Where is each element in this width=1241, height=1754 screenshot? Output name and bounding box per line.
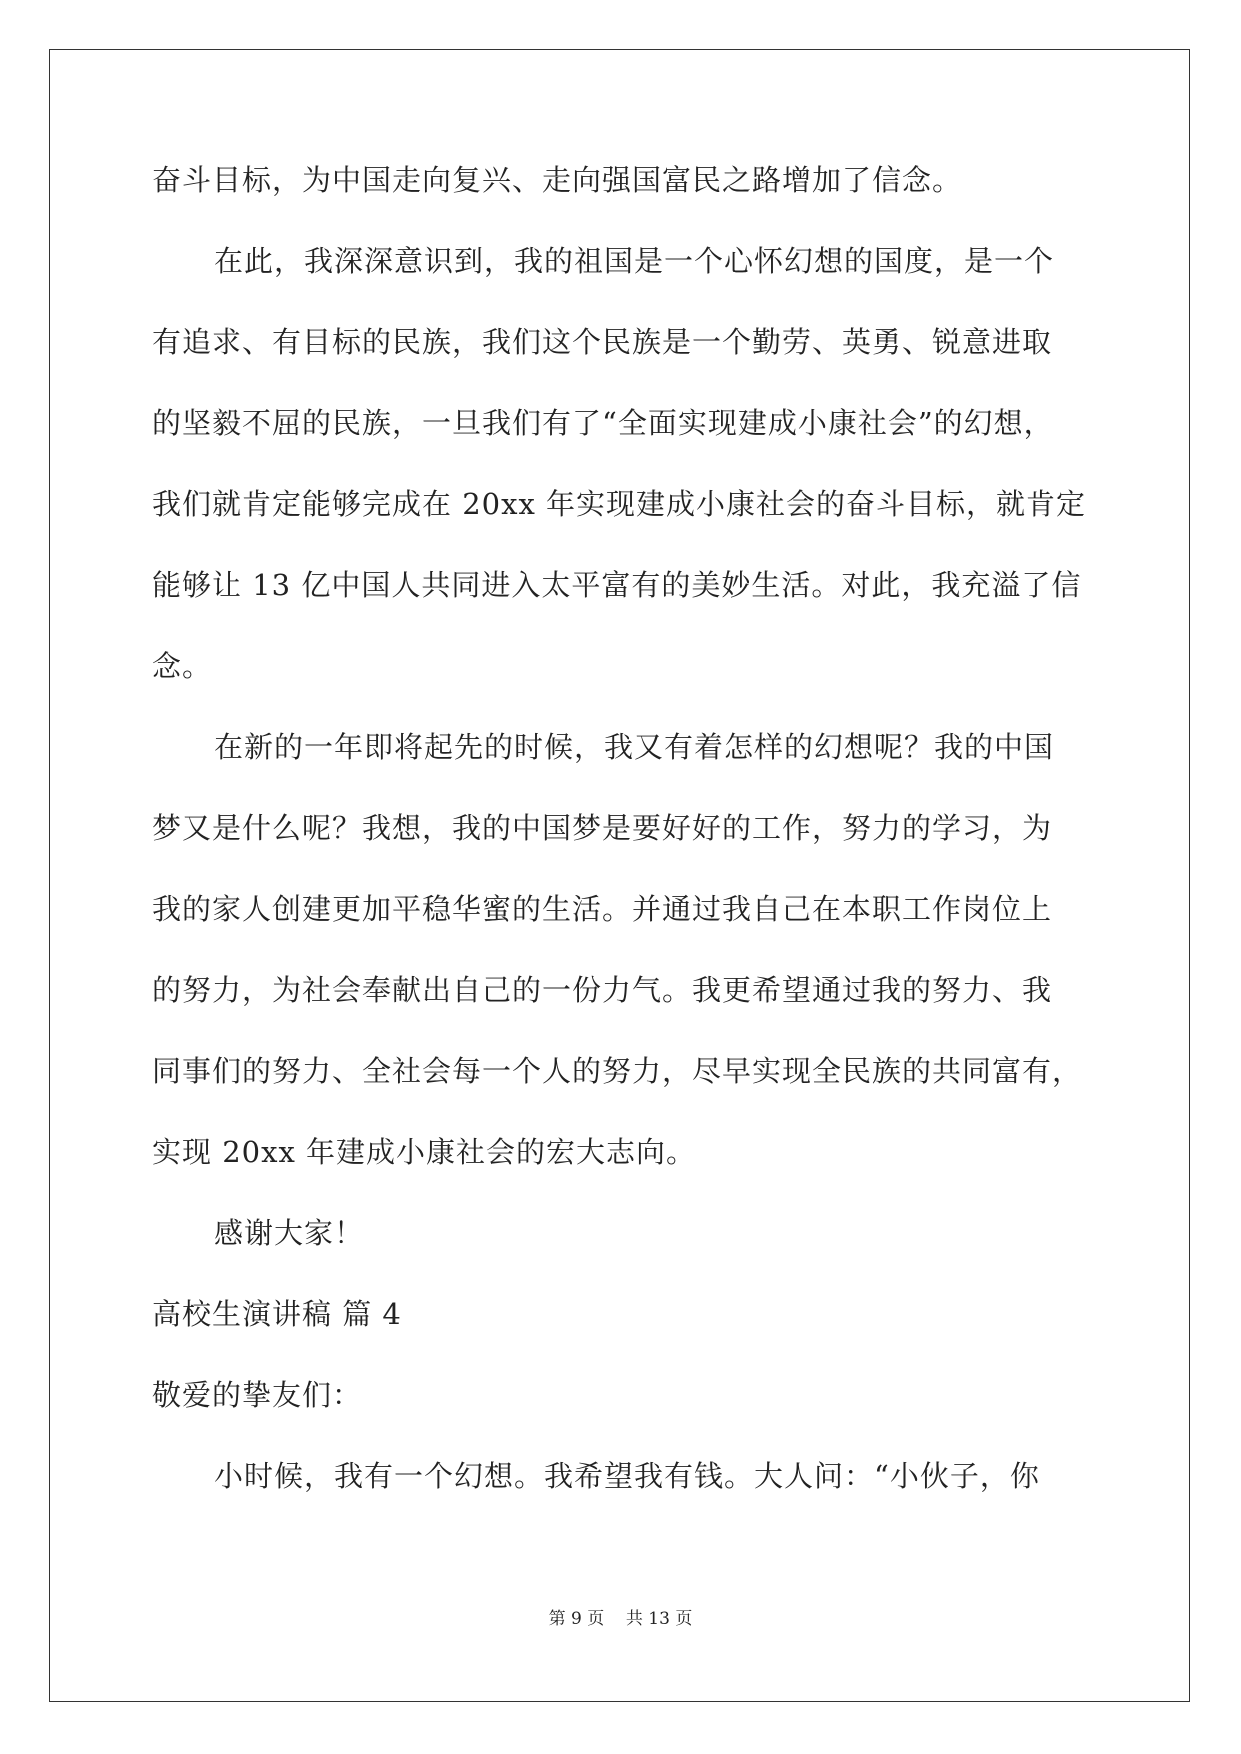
- text-line: 能够让 13 亿中国人共同进入太平富有的美妙生活。对此，我充溢了信: [152, 568, 1082, 602]
- text-line: 同事们的努力、全社会每一个人的努力，尽早实现全民族的共同富有，: [152, 1054, 1083, 1088]
- paragraph-start: 在此，我深深意识到，我的祖国是一个心怀幻想的国度，是一个: [214, 244, 1055, 278]
- paragraph-start: 在新的一年即将起先的时候，我又有着怎样的幻想呢？我的中国: [214, 730, 1055, 764]
- text-line: 梦又是什么呢？我想，我的中国梦是要好好的工作，努力的学习，为: [152, 811, 1053, 845]
- text-line: 我们就肯定能够完成在 20xx 年实现建成小康社会的奋斗目标，就肯定: [152, 487, 1087, 521]
- text-line: 奋斗目标，为中国走向复兴、走向强国富民之路增加了信念。: [152, 163, 963, 197]
- section-heading: 高校生演讲稿 篇 4: [152, 1297, 402, 1331]
- paragraph-start: 小时候，我有一个幻想。我希望我有钱。大人问：“小伙子，你: [214, 1459, 1040, 1493]
- document-body: [152, 140, 1092, 1517]
- text-line: 的努力，为社会奉献出自己的一份力气。我更希望通过我的努力、我: [152, 973, 1053, 1007]
- page-number-label: 第 9 页 共 13 页: [548, 1609, 693, 1629]
- page-number-footer: [0, 1604, 1241, 1629]
- text-line: 的坚毅不屈的民族，一旦我们有了“全面实现建成小康社会”的幻想，: [152, 406, 1054, 440]
- text-line: 有追求、有目标的民族，我们这个民族是一个勤劳、英勇、锐意进取: [152, 325, 1053, 359]
- text-line: 我的家人创建更加平稳华蜜的生活。并通过我自己在本职工作岗位上: [152, 892, 1053, 926]
- text-line: 实现 20xx 年建成小康社会的宏大志向。: [152, 1135, 697, 1169]
- text-line: 念。: [152, 649, 213, 683]
- closing-line: 感谢大家！: [214, 1216, 365, 1250]
- salutation: 敬爱的挚友们：: [152, 1378, 363, 1412]
